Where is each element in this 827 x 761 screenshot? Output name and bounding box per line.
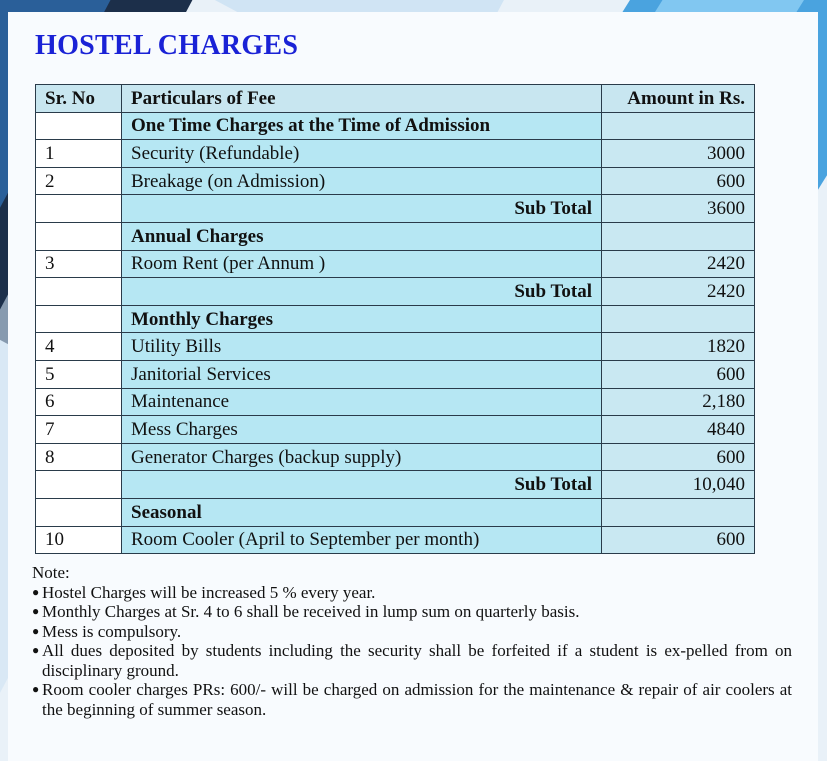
particular-cell: Room Rent (per Annum )	[122, 250, 602, 278]
table-row	[36, 333, 755, 361]
note-text: Hostel Charges will be increased 5 % every year.	[42, 582, 376, 602]
table-row	[36, 526, 755, 554]
amount-cell: 2,180	[602, 388, 755, 416]
section-row	[36, 112, 755, 140]
amount-cell: 4840	[602, 416, 755, 444]
bullet-icon: ●	[32, 584, 40, 599]
subtotal-label: Sub Total	[122, 195, 602, 223]
empty-cell	[36, 222, 122, 250]
header-amount: Amount in Rs.	[602, 85, 755, 113]
particular-cell: Generator Charges (backup supply)	[122, 443, 602, 471]
empty-cell	[602, 498, 755, 526]
section-row	[36, 498, 755, 526]
section-title: One Time Charges at the Time of Admission	[122, 112, 602, 140]
particular-cell: Breakage (on Admission)	[122, 167, 602, 195]
subtotal-label: Sub Total	[122, 278, 602, 306]
sr-cell: 10	[36, 526, 122, 554]
particular-cell: Maintenance	[122, 388, 602, 416]
note-text: Mess is compulsory.	[42, 621, 182, 641]
sr-cell: 4	[36, 333, 122, 361]
empty-cell	[36, 498, 122, 526]
notes-heading: Note:	[32, 563, 70, 582]
notes-section	[32, 563, 792, 719]
bullet-icon: ●	[32, 643, 40, 657]
note-text: All dues deposited by students including the security shall be forfeited if a student is ex-pelled from on disciplinary ground.	[42, 641, 792, 680]
table-row	[36, 140, 755, 168]
table-row	[36, 416, 755, 444]
amount-cell: 600	[602, 443, 755, 471]
bullet-icon: ●	[32, 604, 40, 618]
section-row	[36, 305, 755, 333]
hostel-charges-table	[35, 84, 755, 554]
particular-cell: Security (Refundable)	[122, 140, 602, 168]
note-text: Room cooler charges PRs: 600/- will be charged on admission for the maintenance & repair of air coolers at the beginning of summer season.	[42, 680, 792, 719]
subtotal-row	[36, 195, 755, 223]
empty-cell	[602, 305, 755, 333]
particular-cell: Utility Bills	[122, 333, 602, 361]
header-sr-no: Sr. No	[36, 85, 122, 113]
section-title: Annual Charges	[122, 222, 602, 250]
note-item	[32, 622, 792, 642]
header-particulars: Particulars of Fee	[122, 85, 602, 113]
sr-cell: 2	[36, 167, 122, 195]
particular-cell: Mess Charges	[122, 416, 602, 444]
subtotal-row	[36, 278, 755, 306]
amount-cell: 3000	[602, 140, 755, 168]
sr-cell: 6	[36, 388, 122, 416]
sr-cell: 5	[36, 360, 122, 388]
section-row	[36, 222, 755, 250]
sr-cell: 3	[36, 250, 122, 278]
page-title: HOSTEL CHARGES	[35, 30, 299, 61]
table-row	[36, 443, 755, 471]
sr-cell: 7	[36, 416, 122, 444]
table-row	[36, 167, 755, 195]
amount-cell: 600	[602, 526, 755, 554]
note-item	[32, 680, 792, 719]
table-row	[36, 360, 755, 388]
empty-cell	[602, 222, 755, 250]
note-text: Monthly Charges at Sr. 4 to 6 shall be received in lump sum on quarterly basis.	[42, 602, 580, 621]
subtotal-label: Sub Total	[122, 471, 602, 499]
amount-cell: 2420	[602, 250, 755, 278]
sr-cell: 8	[36, 443, 122, 471]
section-title: Seasonal	[122, 498, 602, 526]
subtotal-amount: 3600	[602, 195, 755, 223]
amount-cell: 1820	[602, 333, 755, 361]
bullet-icon: ●	[32, 682, 40, 696]
note-item	[32, 641, 792, 680]
subtotal-amount: 10,040	[602, 471, 755, 499]
sr-cell: 1	[36, 140, 122, 168]
particular-cell: Room Cooler (April to September per month)	[122, 526, 602, 554]
table-row	[36, 388, 755, 416]
empty-cell	[602, 112, 755, 140]
subtotal-row	[36, 471, 755, 499]
empty-cell	[36, 195, 122, 223]
empty-cell	[36, 112, 122, 140]
particular-cell: Janitorial Services	[122, 360, 602, 388]
table-header-row	[36, 85, 755, 113]
table-row	[36, 250, 755, 278]
subtotal-amount: 2420	[602, 278, 755, 306]
empty-cell	[36, 305, 122, 333]
empty-cell	[36, 278, 122, 306]
amount-cell: 600	[602, 167, 755, 195]
note-item	[32, 583, 792, 603]
note-item	[32, 602, 792, 622]
section-title: Monthly Charges	[122, 305, 602, 333]
bullet-icon: ●	[32, 623, 40, 638]
amount-cell: 600	[602, 360, 755, 388]
empty-cell	[36, 471, 122, 499]
